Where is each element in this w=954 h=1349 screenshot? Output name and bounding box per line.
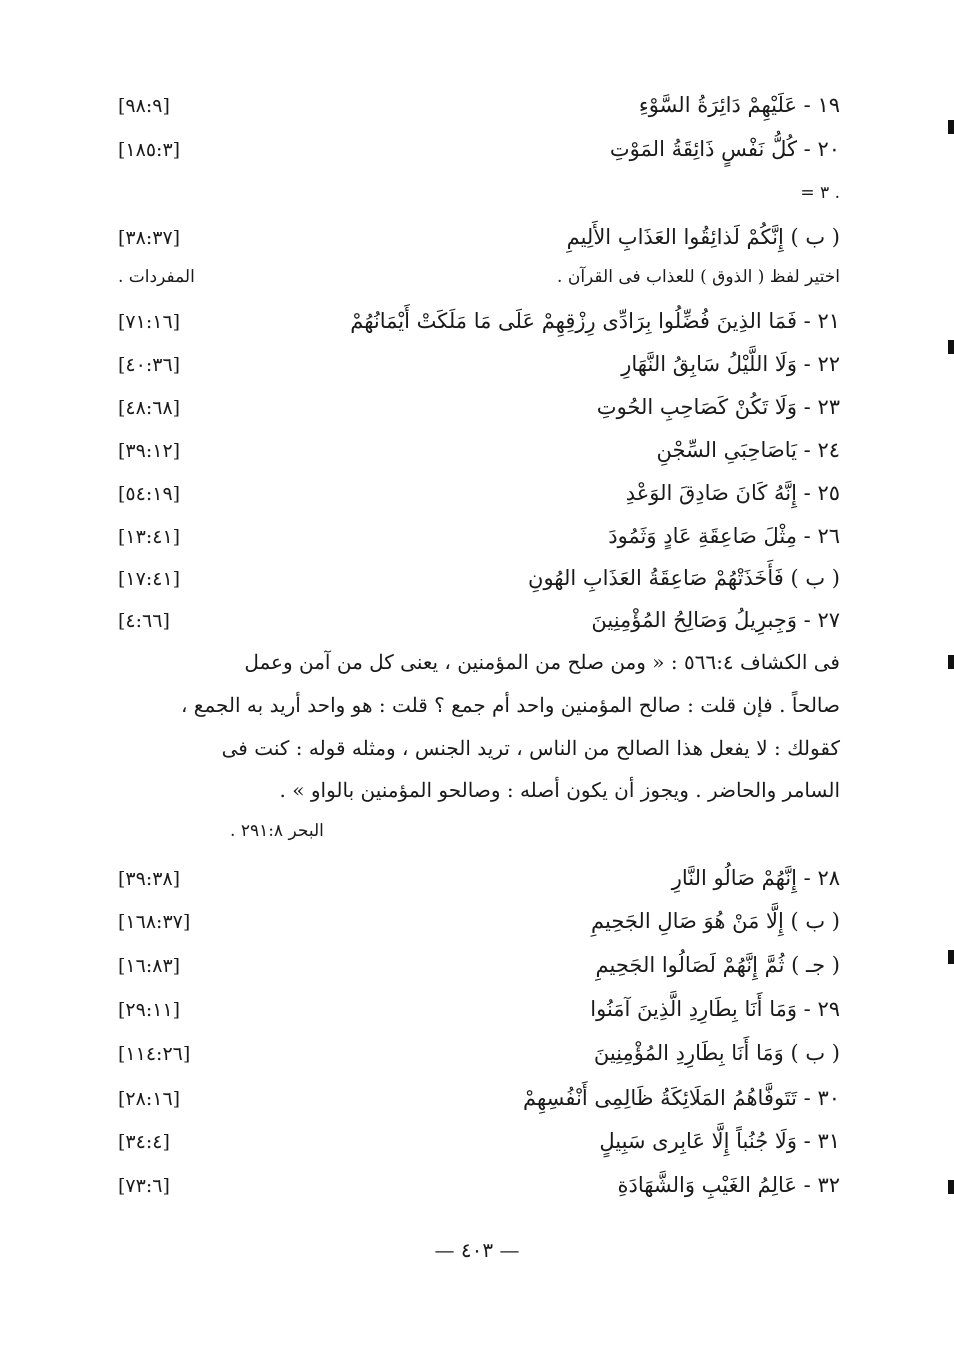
entry-27	[118, 605, 840, 636]
verse-text: ٢٦ - مِثْلَ صَاعِقَةِ عَادٍ وَثَمُودَ	[608, 524, 840, 548]
entry-20	[118, 134, 840, 165]
verse-ref: [٧١:١٦]	[118, 311, 181, 333]
paragraph-line: كقولك : لا يفعل هذا الصالح من الناس ، تريد الجنس ، ومثله قوله : كنت فى	[221, 736, 840, 760]
equals-line: . ٣ =	[800, 183, 840, 203]
verse-ref: [٩٨:٩]	[118, 95, 170, 117]
verse-text: ( ب ) فَأَخَذَتْهُمْ صَاعِقَةُ العَذَابِ الهُونِ	[528, 566, 840, 590]
verse-text: ٢٨ - إِنَّهُمْ صَالُو النَّارِ	[671, 866, 840, 890]
entry-31	[118, 1126, 840, 1157]
entry-29-b	[118, 1038, 840, 1069]
entry-28-b	[118, 906, 840, 937]
verse-text: ٢٣ - وَلَا تَكُنْ كَصَاحِبِ الحُوتِ	[596, 395, 840, 419]
entry-28-c	[118, 950, 840, 981]
verse-text: ٢٢ - وَلَا اللَّيْلُ سَابِقُ النَّهَارِ	[621, 352, 840, 376]
verse-ref: [٣٨:٣٧]	[118, 227, 181, 249]
source-bahr-text: البحر ٢٩١:٨ .	[230, 821, 324, 841]
verse-text: ( ب ) وَمَا أَنَا بِطَارِدِ المُؤْمِنِينَ	[593, 1041, 840, 1065]
verse-ref: [١٣:٤١]	[118, 526, 181, 548]
verse-text: ٣٠ - تَتَوفَّاهُمُ المَلَائِكَةُ ظَالِمِى أَنْفُسِهِمْ	[522, 1086, 840, 1110]
note-line	[118, 262, 840, 292]
verse-ref: [٧٣:٦]	[118, 1175, 170, 1197]
entry-19	[118, 90, 840, 121]
verse-ref: [١٦:٨٣]	[118, 955, 181, 977]
verse-text: ( ب ) إِلَّا مَنْ هُوَ صَالِ الجَحِيمِ	[591, 909, 840, 933]
entry-32	[118, 1170, 840, 1201]
note-text: اختير لفظ ( الذوق ) للعذاب فى القرآن .	[557, 267, 840, 287]
verse-ref: [١٦٨:٣٧]	[118, 911, 191, 933]
verse-text: ٣٢ - عَالِمُ الغَيْبِ وَالشَّهَادَةِ	[617, 1173, 840, 1197]
entry-24	[118, 435, 840, 466]
entry-29	[118, 994, 840, 1025]
entry-23	[118, 392, 840, 423]
paragraph-line: صالحاً . فإن قلت : صالح المؤمنين واحد أم جمع ؟ قلت : هو واحد أريد به الجمع ،	[180, 693, 840, 717]
verse-ref: [١٨٥:٣]	[118, 139, 181, 161]
entry-28	[118, 863, 840, 894]
entry-25	[118, 478, 840, 509]
verse-ref: [٢٩:١١]	[118, 999, 181, 1021]
verse-text: ٣١ - وَلَا جُنُباً إِلَّا عَابِرى سَبِيلٍ	[599, 1129, 840, 1153]
note-source: المفردات .	[118, 267, 195, 287]
verse-ref: [١٧:٤١]	[118, 568, 181, 590]
verse-ref: [٤٠:٣٦]	[118, 354, 181, 376]
source-bahr	[230, 816, 840, 846]
entry-26	[118, 521, 840, 552]
paragraph-line: فى الكشاف ٥٦٦:٤ : « ومن صلح من المؤمنين ، يعنى كل من آمن وعمل	[244, 650, 840, 674]
verse-ref: [٣٩:٣٨]	[118, 868, 181, 890]
verse-ref: [٢٨:١٦]	[118, 1088, 181, 1110]
verse-text: ٢٧ - وَجِبرِيلُ وَصَالِحُ المُؤْمِنِينَ	[591, 608, 840, 632]
scan-mark	[948, 655, 954, 669]
entry-22	[118, 349, 840, 380]
verse-ref: [٤:٦٦]	[118, 610, 170, 632]
scan-mark	[948, 120, 954, 134]
verse-text: ٢٤ - يَاصَاحِبَىِ السِّجْنِ	[656, 438, 840, 462]
verse-text: ( جـ ) ثُمَّ إِنَّهُمْ لَصَالُوا الجَحِيمِ	[595, 953, 840, 977]
verse-text: ( ب ) إِنَّكُمْ لَذائِقُوا العَذَابِ الأَلِيمِ	[566, 225, 840, 249]
verse-text: ٢١ - فَمَا الذِينَ فُضِّلُوا بِرَادِّى رِزْقِهِمْ عَلَى مَا مَلَكَتْ أَيْمَانُهُمْ	[350, 309, 840, 333]
verse-text: ٢٩ - وَمَا أَنَا بِطَارِدِ الَّذِينَ آمَنُوا	[590, 997, 840, 1021]
verse-ref: [٤٨:٦٨]	[118, 397, 181, 419]
paragraph-line: السامر والحاضر . ويجوز أن يكون أصله : وصالحو المؤمنين بالواو » .	[279, 778, 840, 802]
verse-text: ٢٠ - كُلُّ نَفْسٍ ذَائِقَةُ المَوْتِ	[609, 137, 840, 161]
entry-30	[118, 1083, 840, 1114]
scan-mark	[948, 340, 954, 354]
verse-ref: [٥٤:١٩]	[118, 483, 181, 505]
scan-mark	[948, 1180, 954, 1194]
entry-20-b	[118, 222, 840, 253]
verse-text: ٢٥ - إِنَّهُ كَانَ صَادِقَ الوَعْدِ	[625, 481, 840, 505]
verse-ref: [٣٩:١٢]	[118, 440, 181, 462]
verse-text: ١٩ - عَلَيْهِمْ دَائِرَةُ السَّوْءِ	[638, 93, 840, 117]
scan-mark	[948, 950, 954, 964]
page-number: — ٤٠٣ —	[434, 1238, 520, 1262]
entry-26-b	[118, 563, 840, 594]
verse-ref: [٣٤:٤]	[118, 1131, 170, 1153]
verse-ref: [١١٤:٢٦]	[118, 1043, 191, 1065]
entry-21	[118, 306, 840, 337]
